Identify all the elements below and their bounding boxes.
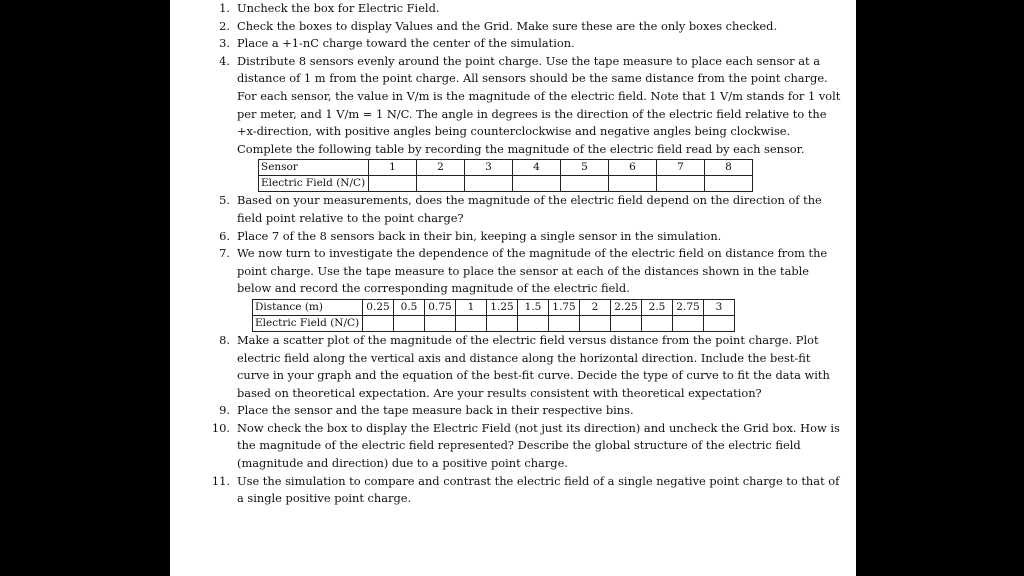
document-page: [170, 0, 856, 576]
step-text: Uncheck the box for Electric Field.: [237, 1, 440, 15]
table-cell: 0.25: [363, 299, 394, 315]
distance-table: [252, 299, 735, 332]
table-cell: 1: [369, 160, 417, 176]
step-number: 11.: [211, 473, 230, 488]
empty-cell: [369, 176, 417, 192]
table-cell: 0.5: [394, 299, 425, 315]
table-cell: 2: [580, 299, 611, 315]
empty-cell: [561, 176, 609, 192]
step-7: [212, 245, 844, 332]
table-row: [253, 315, 735, 331]
step-text: Make a scatter plot of the magnitude of the electric field versus distance from the point charge. Plot electric field along the vertical axis and distance along the horizontal direction. Include the best-fit curve in your graph and the equation of the best-fit curve. Decide the type of curve to fit the data with based on theoretical expectation. Are your results consistent with theoretical expectation?: [237, 332, 830, 400]
table-cell: 4: [513, 160, 561, 176]
empty-cell: [609, 176, 657, 192]
step-1: [212, 0, 844, 18]
empty-cell: [465, 176, 513, 192]
empty-cell: [580, 315, 611, 331]
step-text: Based on your measurements, does the magnitude of the electric field depend on the direction of the field point relative to the point charge?: [237, 193, 822, 225]
step-text: Place 7 of the 8 sensors back in their bin, keeping a single sensor in the simulation.: [237, 228, 722, 243]
step-10: [212, 420, 844, 473]
step-8: [212, 332, 844, 402]
step-number: 1.: [219, 1, 230, 15]
step-number: 8.: [219, 332, 230, 347]
table-cell: 5: [561, 160, 609, 176]
table-cell: 2.25: [611, 299, 642, 315]
step-number: 10.: [211, 420, 230, 435]
step-text: Place a +1-nC charge toward the center of the simulation.: [237, 36, 575, 51]
empty-cell: [363, 315, 394, 331]
table-cell: 1.75: [549, 299, 580, 315]
empty-cell: [704, 315, 735, 331]
step-number: 9.: [219, 403, 230, 418]
table-cell: 1.25: [487, 299, 518, 315]
table-cell: 0.75: [425, 299, 456, 315]
table-row: [259, 160, 753, 176]
table-cell: 3: [704, 299, 735, 315]
empty-cell: [425, 315, 456, 331]
empty-cell: [673, 315, 704, 331]
step-text: Now check the box to display the Electric Field (not just its direction) and uncheck the Grid box. How is the magnitude of the electric field represented? Describe the global structure of the electric field (magnitude and direction) due to a positive point charge.: [237, 420, 840, 471]
empty-cell: [487, 315, 518, 331]
step-number: 3.: [219, 36, 230, 51]
row-label: Distance (m): [253, 299, 363, 315]
step-2: [212, 18, 844, 36]
sensor-table: [258, 159, 753, 192]
empty-cell: [513, 176, 561, 192]
table-cell: 1: [456, 299, 487, 315]
table-cell: 1.5: [518, 299, 549, 315]
step-text: We now turn to investigate the dependence of the magnitude of the electric field on distance from the point charge. Use the tape measure to place the sensor at each of the distances shown in the table below and record the corresponding magnitude of the electric field.: [237, 246, 828, 296]
empty-cell: [705, 176, 753, 192]
empty-cell: [394, 315, 425, 331]
table-cell: 6: [609, 160, 657, 176]
step-text: Use the simulation to compare and contrast the electric field of a single negative point charge to that of a single positive point charge.: [237, 473, 840, 506]
empty-cell: [417, 176, 465, 192]
step-5: [212, 192, 844, 227]
table-cell: 8: [705, 160, 753, 176]
step-text: Check the boxes to display Values and the Grid. Make sure these are the only boxes checked.: [237, 18, 778, 33]
empty-cell: [518, 315, 549, 331]
step-3: [212, 35, 844, 53]
row-label: Electric Field (N/C): [259, 176, 369, 192]
step-number: 6.: [219, 228, 230, 243]
table-cell: 2.75: [673, 299, 704, 315]
empty-cell: [611, 315, 642, 331]
step-4: [212, 53, 844, 193]
step-number: 4.: [219, 53, 230, 68]
step-number: 2.: [219, 18, 230, 33]
step-number: 7.: [219, 246, 230, 261]
empty-cell: [642, 315, 673, 331]
step-9: [212, 402, 844, 420]
table-row: [259, 176, 753, 192]
empty-cell: [657, 176, 705, 192]
row-label: Sensor: [259, 160, 369, 176]
instruction-list: [212, 0, 844, 508]
table-row: [253, 299, 735, 315]
empty-cell: [456, 315, 487, 331]
empty-cell: [549, 315, 580, 331]
step-text: Place the sensor and the tape measure back in their respective bins.: [237, 403, 634, 418]
table-cell: 2.5: [642, 299, 673, 315]
table-cell: 2: [417, 160, 465, 176]
step-6: [212, 228, 844, 246]
step-text: Distribute 8 sensors evenly around the point charge. Use the tape measure to place each sensor at a distance of 1 m from the point charge. All sensors should be the same distance from the point charge. For each sensor, the value in V/m is the magnitude of the electric field. Note that 1 V/m stands for 1 volt per meter, and 1 V/m = 1 N/C. The angle in degrees is the direction of the electric field relative to the +x-direction, with positive angles being counterclockwise and negative angles being clockwise. Complete the following table by recording the magnitude of the electric field read by each sensor.: [237, 53, 841, 156]
table-cell: 7: [657, 160, 705, 176]
table-cell: 3: [465, 160, 513, 176]
step-number: 5.: [219, 193, 230, 208]
step-11: [212, 473, 844, 508]
row-label: Electric Field (N/C): [253, 315, 363, 331]
